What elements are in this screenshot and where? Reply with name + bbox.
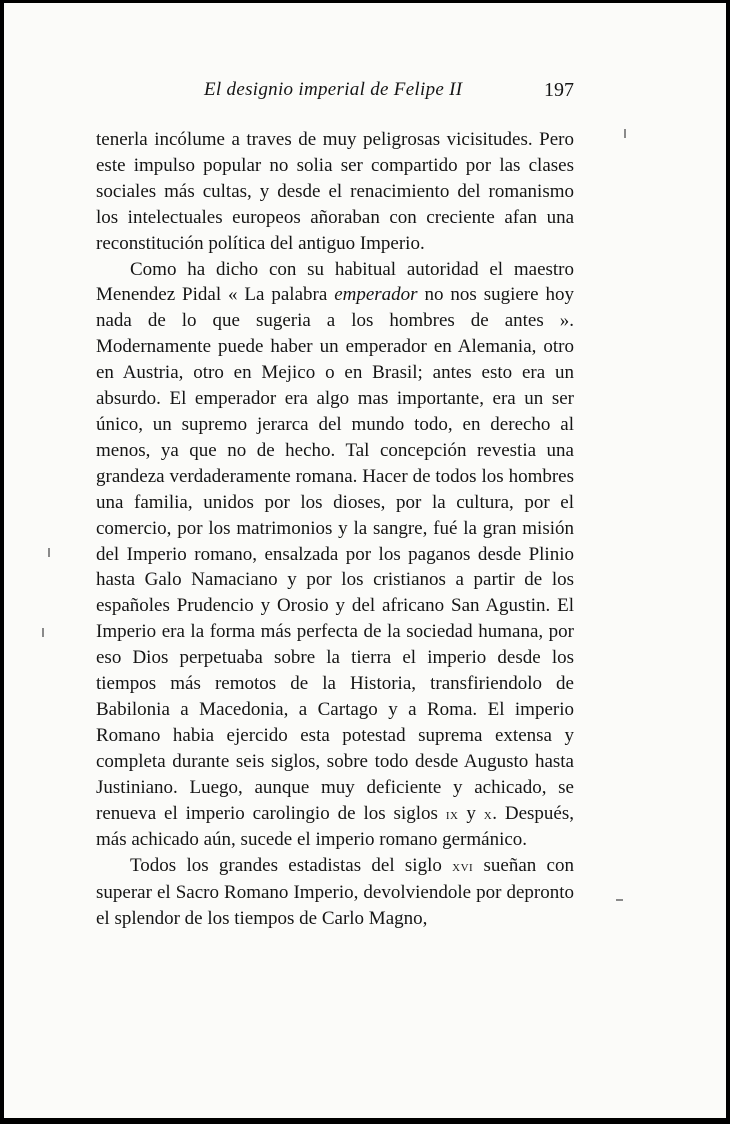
paragraph-1-text: tenerla incólume a traves de muy peligrosas vicisitudes. Pero este impulso popular no solia ser compartido por las clases sociales más cultas, y desde el renacimiento del romanismo los intelectuales europeos añoraban con creciente afan una reconstitución política del antiguo Imperio. xyxy=(96,129,574,254)
paragraph-quotation xyxy=(96,257,574,854)
body-text xyxy=(96,127,574,932)
paragraph-3-text-a: Todos los grandes estadistas del siglo xyxy=(130,855,453,877)
paragraph-statesmen xyxy=(96,853,574,932)
margin-speck xyxy=(48,548,50,557)
paragraph-3-text-b: sueñan con superar el Sacro Romano Imperio, devolviendole por depronto el splendor de los tiempos de Carlo Magno, xyxy=(96,855,574,930)
margin-speck xyxy=(624,129,626,138)
century-numeral-x: x xyxy=(483,805,493,823)
margin-speck xyxy=(42,628,44,637)
book-page xyxy=(96,73,574,932)
running-title: El designio imperial de Felipe II xyxy=(204,79,463,100)
margin-speck xyxy=(616,899,623,901)
century-numeral-xvi: xvi xyxy=(452,858,474,876)
paragraph-2-text-b: no nos sugiere hoy nada de lo que sugeria a los hombres de antes ». Modernamente puede haber un emperador en Alemania, otro en Austria, otro en Mejico o en Brasil; antes esto era un absurdo. El emperador era algo mas importante, era un ser único, un supremo jerarca del mundo todo, en derecho al menos, ya que no de hecho. Tal concepción revestia una grandeza verdaderamente romana. Hacer de todos los hombres una familia, unidos por los dioses, por la cultura, por el comercio, por los matrimonios y la sangre, fué la gran misión del Imperio romano, ensalzada por los paganos desde Plinio hasta Galo Namaciano y por los cristianos a partir de los españoles Prudencio y Orosio y del africano San Agustin. El Imperio era la forma más perfecta de la sociedad humana, por eso Dios perpetuaba sobre la tierra el imperio desde los tiempos más remotos de la Historia, transfiriendolo de Babilonia a Macedonia, a Cartago y a Roma. El imperio Romano habia ejercido esta potestad suprema extensa y completa durante seis siglos, sobre todo desde Augusto hasta Justiniano. Luego, aunque muy deficiente y achicado, se renueva el imperio carolingio de los siglos xyxy=(96,284,574,824)
century-numeral-ix: ix xyxy=(445,805,459,823)
paragraph-2-text-c: y xyxy=(458,802,484,824)
running-head xyxy=(96,73,574,109)
italic-word-emperador: emperador xyxy=(334,284,418,306)
paragraph-continued xyxy=(96,127,574,257)
paragraph-2-text-d: . Después, más achicado aún, sucede el imperio romano germánico. xyxy=(96,802,574,851)
page-number: 197 xyxy=(544,79,574,101)
paragraph-2-text-a: Como ha dicho con su habitual autoridad el maestro Menendez Pidal « La palabra xyxy=(96,258,574,306)
